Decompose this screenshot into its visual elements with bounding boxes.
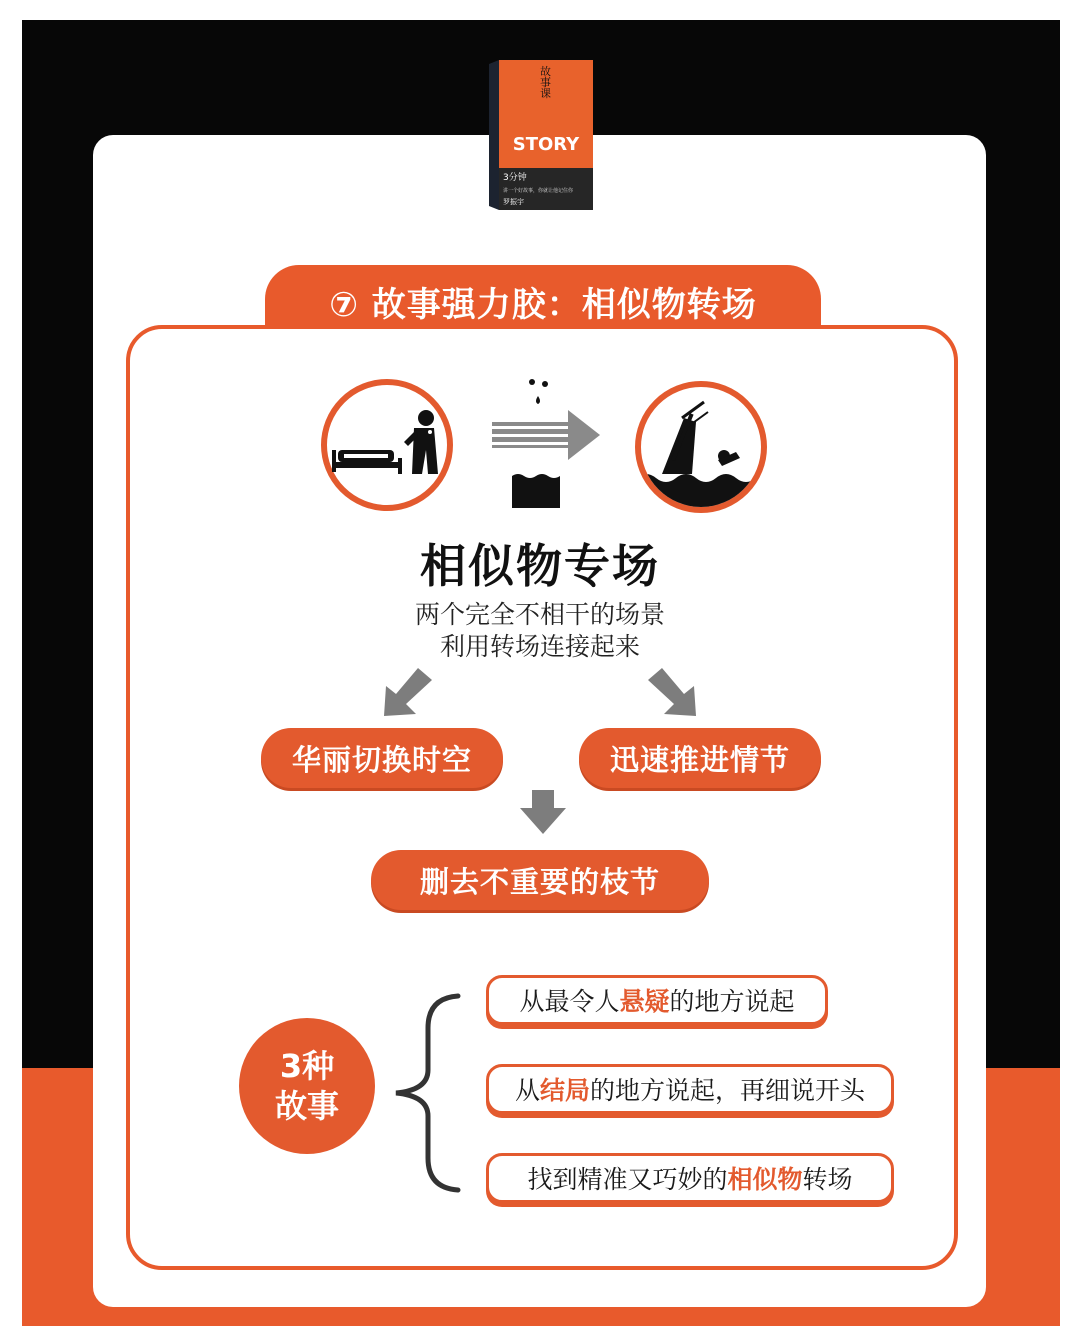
effect-right-label: 迅速推进情节 [609, 742, 790, 777]
book-cover-image [489, 60, 593, 210]
curly-brace-icon [388, 992, 462, 1194]
gray-arrow-right-icon [488, 374, 604, 510]
story-item-1-after: 的地方说起 [669, 987, 795, 1016]
three-stories-badge [239, 1018, 375, 1154]
story-item-2-before: 从 [514, 1076, 540, 1105]
book-author: 罗振宇 [503, 198, 524, 206]
story-item-1-before: 从最令人 [519, 987, 620, 1016]
concept-description-line2: 利用转场连接起来 [439, 632, 640, 661]
bedside-mourning-icon [318, 376, 456, 514]
concept-description-line1: 两个完全不相干的场景 [414, 600, 665, 629]
story-item-3-after: 转场 [802, 1165, 853, 1194]
story-item-similar-object [486, 1153, 894, 1203]
book-subtitle-line1: 3分钟 [503, 173, 527, 183]
concept-heading: 相似物专场 [420, 539, 660, 593]
effect-result-label: 删去不重要的枝节 [419, 864, 660, 899]
three-stories-label-line2: 故事 [274, 1087, 339, 1125]
story-item-2-after: 的地方说起，再细说开头 [590, 1076, 866, 1105]
effect-pill-advance-plot [579, 728, 821, 788]
book-subtitle-line2: 讲一个好故事，你就让他记住你 [503, 188, 574, 194]
arrow-down-icon [518, 790, 568, 836]
section-title: ⑦ 故事强力胶：相似物转场 [329, 284, 757, 325]
story-item-ending [486, 1064, 894, 1114]
effect-pill-remove-details [371, 850, 709, 910]
three-stories-label-line1: 3种 [279, 1047, 335, 1085]
sinking-ship-icon [632, 378, 770, 516]
story-item-1-highlight: 悬疑 [619, 987, 670, 1016]
story-item-2-highlight: 结局 [539, 1076, 590, 1105]
story-item-3-before: 找到精准又巧妙的 [527, 1165, 728, 1194]
book-title: 故事课 [538, 65, 552, 99]
arrow-down-left-icon [380, 668, 434, 718]
story-item-suspense [486, 975, 828, 1025]
book-english-title: STORY [512, 134, 580, 155]
arrow-down-right-icon [646, 668, 700, 718]
effect-pill-switch-time [261, 728, 503, 788]
story-item-3-highlight: 相似物 [727, 1165, 803, 1194]
effect-left-label: 华丽切换时空 [291, 742, 472, 777]
